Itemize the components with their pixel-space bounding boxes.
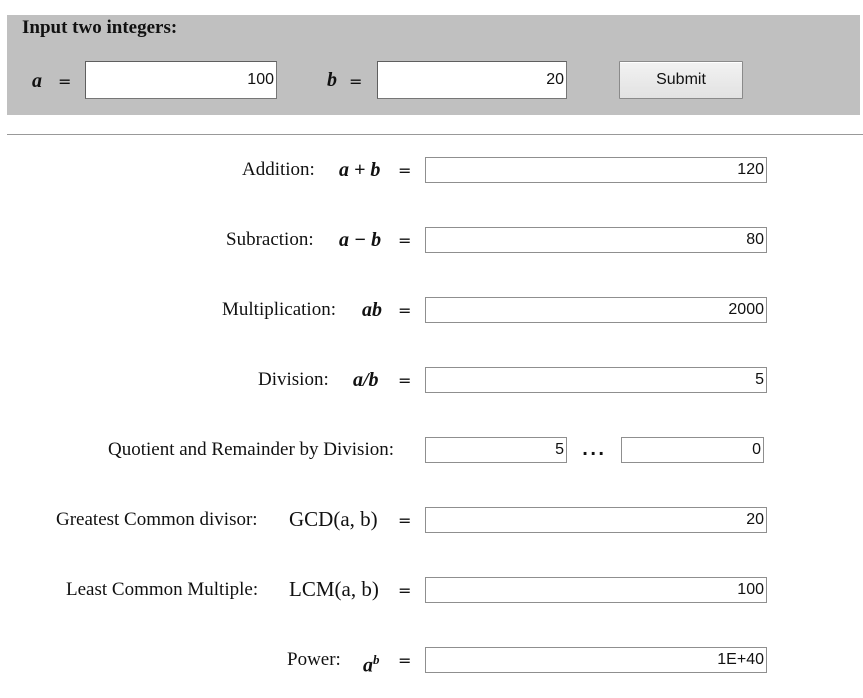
power-equals: = [398,651,412,670]
power-result[interactable] [425,647,767,673]
addition-label: Addition: [242,159,315,180]
panel-title: Input two integers: [22,17,178,38]
input-panel [7,15,860,115]
subtraction-equals: = [398,231,412,250]
quotient-remainder-label: Quotient and Remainder by Division: [108,439,395,460]
multiplication-expr: ab [362,299,382,321]
a-symbol: a [32,70,42,92]
subtraction-label: Subraction: [226,229,314,250]
b-equals: = [349,72,363,91]
quotient-remainder-separator: ... [582,440,607,459]
a-input[interactable] [85,61,277,99]
division-expr: a/b [353,369,379,391]
divider [7,134,863,135]
addition-result[interactable] [425,157,767,183]
gcd-result[interactable] [425,507,767,533]
power-label: Power: [287,649,341,670]
submit-button[interactable]: Submit [619,61,743,99]
lcm-result[interactable] [425,577,767,603]
subtraction-expr: a − b [339,229,382,251]
multiplication-equals: = [398,301,412,320]
division-result[interactable] [425,367,767,393]
multiplication-result[interactable] [425,297,767,323]
quotient-result[interactable] [425,437,567,463]
addition-expr: a + b [339,159,381,181]
b-input[interactable] [377,61,567,99]
subtraction-result[interactable] [425,227,767,253]
power-expr [363,648,380,678]
addition-equals: = [398,161,412,180]
lcm-label: Least Common Multiple: [66,579,259,600]
multiplication-label: Multiplication: [222,299,336,320]
b-symbol: b [327,69,337,91]
gcd-label: Greatest Common divisor: [56,509,258,530]
division-label: Division: [258,369,329,390]
power-base: a [363,654,373,677]
power-exponent: b [373,652,380,667]
gcd-expr: GCD(a, b) [289,507,378,531]
gcd-equals: = [398,511,412,530]
lcm-equals: = [398,581,412,600]
remainder-result[interactable] [621,437,764,463]
lcm-expr: LCM(a, b) [289,577,379,601]
division-equals: = [398,371,412,390]
a-equals: = [58,72,72,91]
